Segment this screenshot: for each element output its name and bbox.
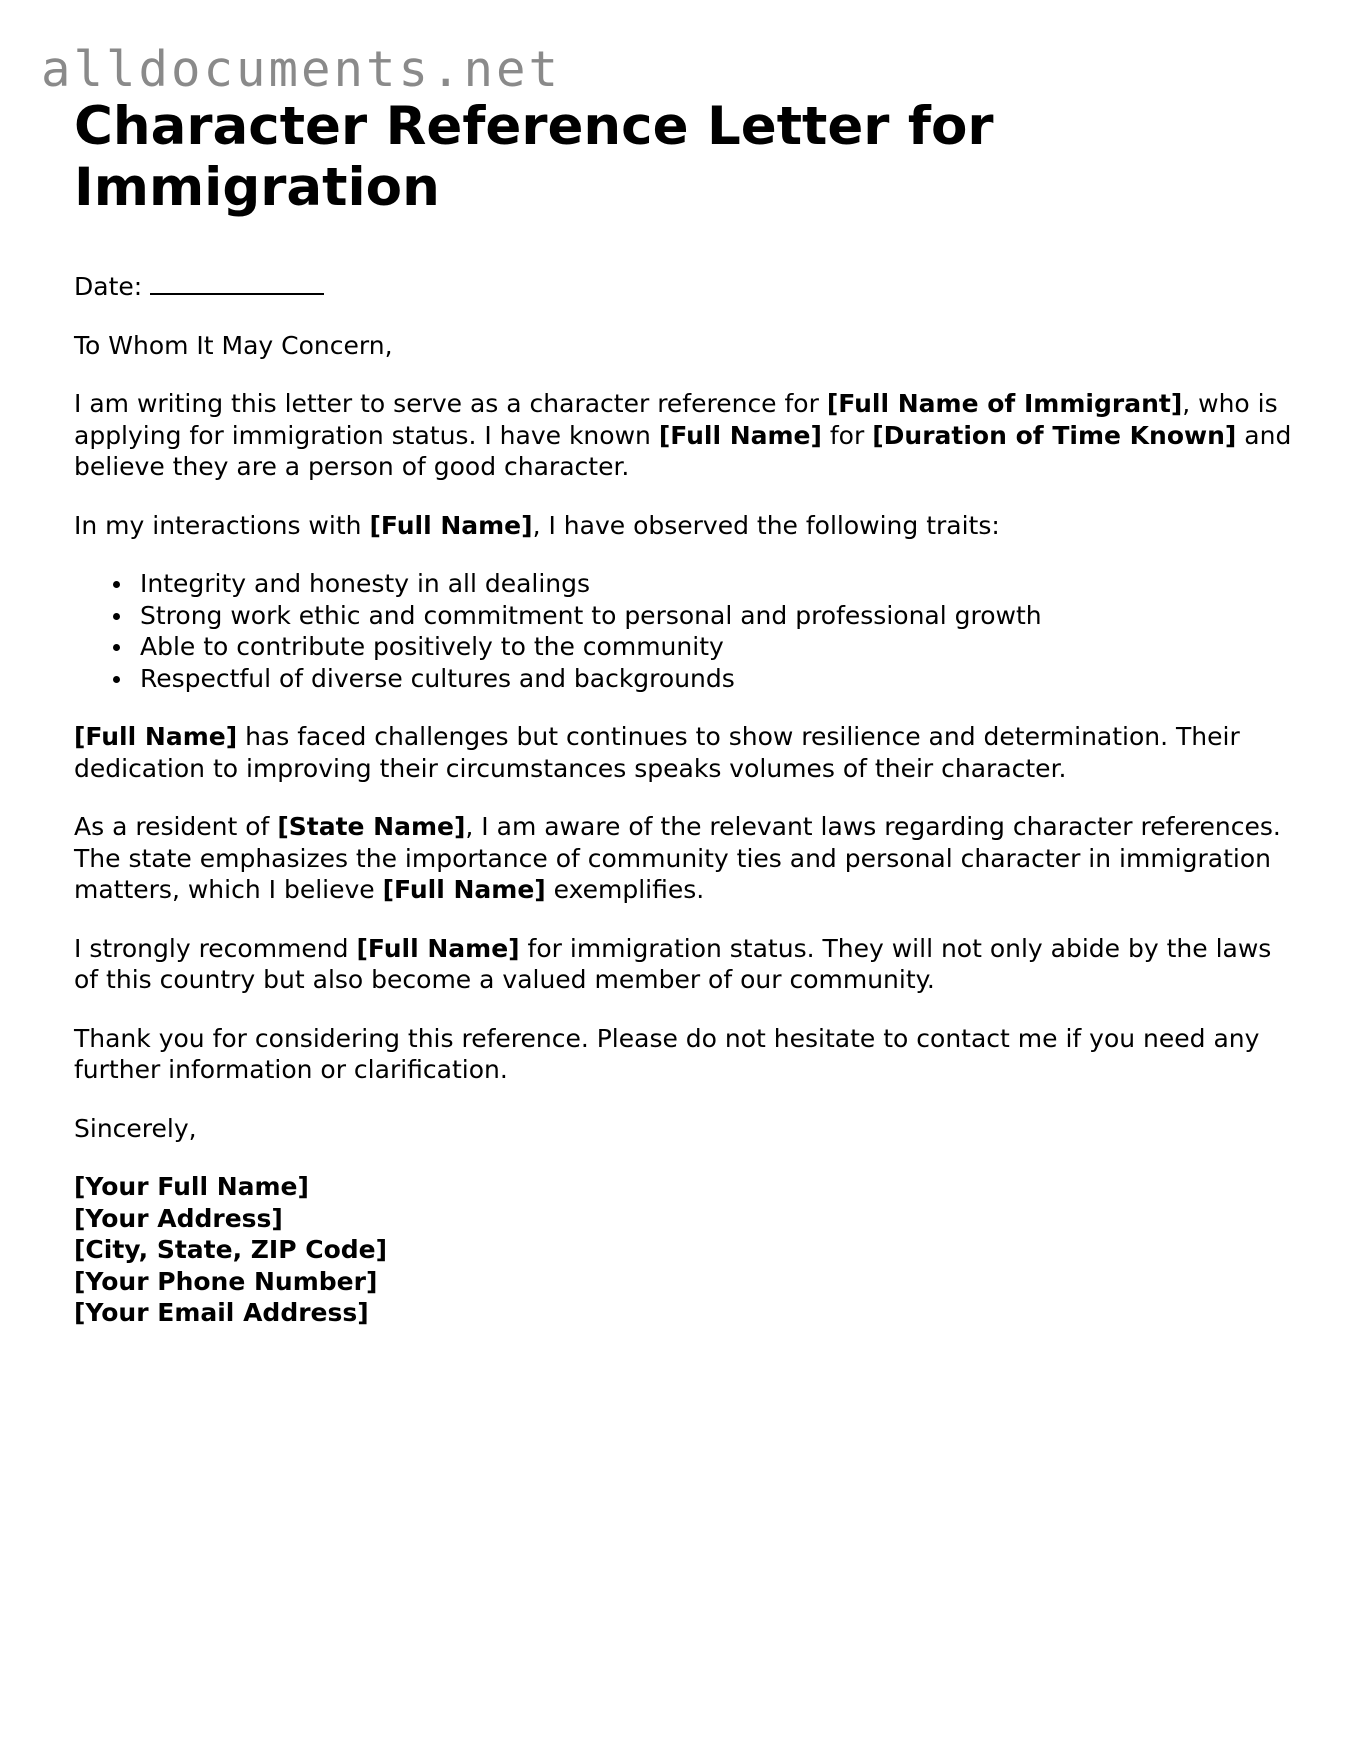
document-title: Character Reference Letter for Immigration: [74, 96, 994, 218]
paragraph-recommendation: I strongly recommend [Full Name] for immigration status. They will not only abide by the laws of this country but also become a valued member of our community.: [74, 933, 1272, 994]
traits-list: [74, 568, 1294, 694]
salutation: To Whom It May Concern,: [74, 330, 393, 360]
date-line: [74, 271, 1294, 303]
date-blank-field: [150, 271, 324, 295]
signature-full-name: [Your Full Name]: [74, 1172, 309, 1201]
list-item: Integrity and honesty in all dealings: [140, 568, 1294, 600]
placeholder-full-name: [Full Name]: [658, 420, 822, 450]
signature-phone: [Your Phone Number]: [74, 1266, 378, 1296]
list-item: Respectful of diverse cultures and backgrounds: [140, 663, 1294, 695]
paragraph-intro: I am writing this letter to serve as a character reference for [Full Name of Immigrant], who is applying for immigration status. I have known [Full Name] for [Duration of Time Known] and believe they are a person of good character.: [74, 389, 1292, 481]
closing: Sincerely,: [74, 1113, 197, 1143]
placeholder-full-name: [Full Name]: [74, 722, 238, 751]
list-item: Able to contribute positively to the community: [140, 631, 1294, 663]
watermark-text: alldocuments.net: [41, 41, 562, 98]
signature-email: [Your Email Address]: [74, 1298, 369, 1327]
placeholder-full-name: [Full Name]: [356, 933, 520, 963]
placeholder-full-name: [Full Name]: [369, 510, 533, 540]
placeholder-full-name: [Full Name]: [382, 875, 546, 904]
list-item: Strong work ethic and commitment to personal and professional growth: [140, 600, 1294, 632]
paragraph-resilience: [Full Name] has faced challenges but continues to show resilience and determination. Their dedication to improving their circumstances speaks volumes of their character.: [74, 722, 1240, 783]
signature-block: [74, 1171, 1294, 1329]
signature-city-state-zip: [City, State, ZIP Code]: [74, 1235, 388, 1264]
paragraph-state: As a resident of [State Name], I am aware of the relevant laws regarding character references. The state emphasizes the importance of community ties and personal character in immigration matters, which I believe [Full Name] exemplifies.: [74, 812, 1281, 904]
placeholder-immigrant-name: [Full Name of Immigrant]: [826, 389, 1183, 418]
paragraph-thanks: Thank you for considering this reference. Please do not hesitate to contact me if you need any further information or clarification.: [74, 1023, 1260, 1084]
placeholder-duration: [Duration of Time Known]: [872, 420, 1237, 450]
letter-body: [74, 96, 1294, 1329]
date-label: Date:: [74, 272, 143, 301]
paragraph-traits-intro: In my interactions with [Full Name], I have observed the following traits:: [74, 510, 1000, 540]
signature-address: [Your Address]: [74, 1203, 283, 1233]
placeholder-state-name: [State Name]: [277, 812, 466, 841]
